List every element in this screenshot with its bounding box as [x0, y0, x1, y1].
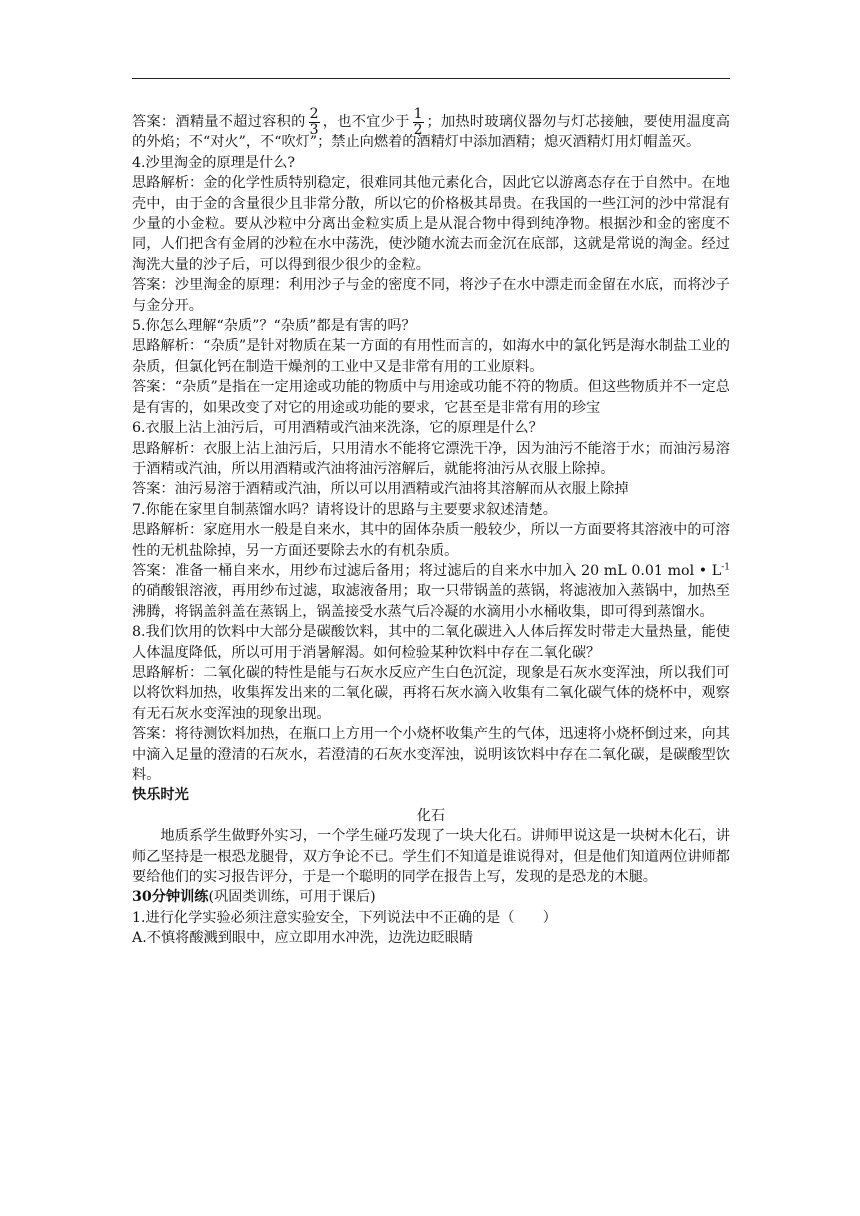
fraction-denominator: 3 — [309, 121, 319, 138]
q4-analysis: 思路解析：金的化学性质特别稳定，很难同其他元素化合，因此它以游离态存在于自然中。在地壳中，由于金的含量很少且非常分散，所以它的价格极其昂贵。在我国的一些江河的沙中常混有少量的小金粒。要从沙粒中分离出金粒实质上是从混合物中得到纯净物。根据沙和金的密度不同，人们把含有金屑的沙粒在水中荡洗，使沙随水流去而金沉在底部，这就是常说的淘金。经过淘洗大量的沙子后，可以得到很少很少的金粒。 — [132, 175, 730, 273]
training-q1: 1.进行化学实验必须注意实验安全，下列说法中不正确的是（ ） — [132, 909, 557, 926]
training-q1-option-a: A.不慎将酸溅到眼中，应立即用水冲洗，边洗边眨眼睛 — [132, 930, 474, 947]
q6-answer: 答案：油污易溶于酒精或汽油，所以可以用酒精或汽油将其溶解而从衣服上除掉 — [132, 481, 629, 498]
document-content — [132, 105, 730, 949]
fraction-one-half — [413, 107, 424, 138]
fraction-numerator: 1 — [413, 105, 423, 122]
training-heading — [132, 887, 730, 907]
q7-answer-superscript: -1 — [721, 562, 730, 573]
q6-question: 6.衣服上沾上油污后，可用酒精或汽油来洗涤，它的原理是什么？ — [132, 420, 543, 437]
q7-answer — [132, 561, 730, 622]
training-heading-note: (巩固类训练，可用于课后) — [208, 889, 376, 906]
q7-answer-text-1: 答案：准备一桶自来水，用纱布过滤后备用；将过滤后的自来水中加入 20 mL 0.01 mol • L — [132, 562, 722, 579]
training-heading-bold: 30分钟训练 — [132, 889, 209, 906]
q7-question: 7.你能在家里自制蒸馏水吗？请将设计的思路与主要要求叙述清楚。 — [132, 501, 557, 518]
story-text: 地质系学生做野外实习，一个学生碰巧发现了一块大化石。讲师甲说这是一块树木化石，讲师乙坚持是一根恐龙腿骨，双方争论不已。学生们不知道是谁说得对，但是他们知道两位讲师都要给他们的实习报告评分，于是一个聪明的同学在报告上写，发现的是恐龙的木腿。 — [132, 828, 730, 886]
q5-analysis: 思路解析：“杂质”是针对物质在某一方面的有用性而言的，如海水中的氯化钙是海水制盐工业的杂质，但氯化钙在制造干燥剂的工业中又是非常有用的工业原料。 — [132, 338, 730, 375]
q8-answer: 答案：将待测饮料加热，在瓶口上方用一个小烧杯收集产生的气体，迅速将小烧杯倒过来，向其中滴入足量的澄清的石灰水，若澄清的石灰水变浑浊，说明该饮料中存在二氧化碳，是碳酸型饮料。 — [132, 726, 730, 783]
q8-analysis: 思路解析：二氧化碳的特性是能与石灰水反应产生白色沉淀，现象是石灰水变浑浊，所以我们可以将饮料加热，收集挥发出来的二氧化碳，再将石灰水滴入收集有二氧化碳气体的烧杯中，观察有无石灰水变浑浊的现象出现。 — [132, 664, 730, 722]
q4-question: 4.沙里淘金的原理是什么? — [132, 154, 296, 171]
q8-question: 8.我们饮用的饮料中大部分是碳酸饮料，其中的二氧化碳进入人体后挥发时带走大量热量，能使人体温度降低，所以可用于消暑解渴。如何检验某种饮料中存在二氧化碳？ — [132, 624, 730, 661]
header-rule — [132, 78, 730, 79]
fraction-numerator: 2 — [309, 105, 319, 122]
q5-answer: 答案：“杂质”是指在一定用途或功能的物质中与用途或功能不符的物质。但这些物质并不一定总是有害的，如果改变了对它的用途或功能的要求，它甚至是非常有用的珍宝 — [132, 379, 730, 416]
q6-analysis: 思路解析：衣服上沾上油污后，只用清水不能将它漂洗干净，因为油污不能溶于水；而油污易溶于酒精或汽油，所以用酒精或汽油将油污溶解后，就能将油污从衣服上除掉。 — [132, 440, 730, 477]
q3-answer — [132, 105, 730, 153]
q3-answer-text-3: ；加热时玻璃仪器勿与灯芯接触，要使用温度高的外焰；不“对火”，不“吹灯”；禁止向燃着的酒精灯中添加酒精；熄灭酒精灯用灯帽盖灭。 — [132, 114, 730, 151]
q5-question: 5.你怎么理解“杂质”？“杂质”都是有害的吗？ — [132, 318, 416, 335]
q4-answer: 答案：沙里淘金的原理：利用沙子与金的密度不同，将沙子在水中漂走而金留在水底，而将沙子与金分开。 — [132, 277, 730, 314]
q3-answer-text-1: 答案：酒精量不超过容积的 — [132, 114, 306, 130]
q3-answer-text-2: ，也不宜少于 — [322, 114, 410, 130]
q7-analysis: 思路解析：家庭用水一般是自来水，其中的固体杂质一般较少，所以一方面要将其溶液中的可溶性的无机盐除掉，另一方面还要除去水的有机杂质。 — [132, 522, 730, 559]
story-title: 化石 — [416, 807, 446, 824]
fraction-denominator: 2 — [413, 121, 423, 138]
happy-time-heading: 快乐时光 — [132, 787, 189, 804]
fraction-two-thirds — [309, 107, 320, 138]
q7-answer-text-2: 的硝酸银溶液，再用纱布过滤，取滤液备用；取一只带锅盖的蒸锅，将滤液加入蒸锅中，加热至沸腾，将锅盖斜盖在蒸锅上，锅盖接受水蒸气后冷凝的水滴用小水桶收集，即可得到蒸馏水。 — [132, 583, 730, 620]
